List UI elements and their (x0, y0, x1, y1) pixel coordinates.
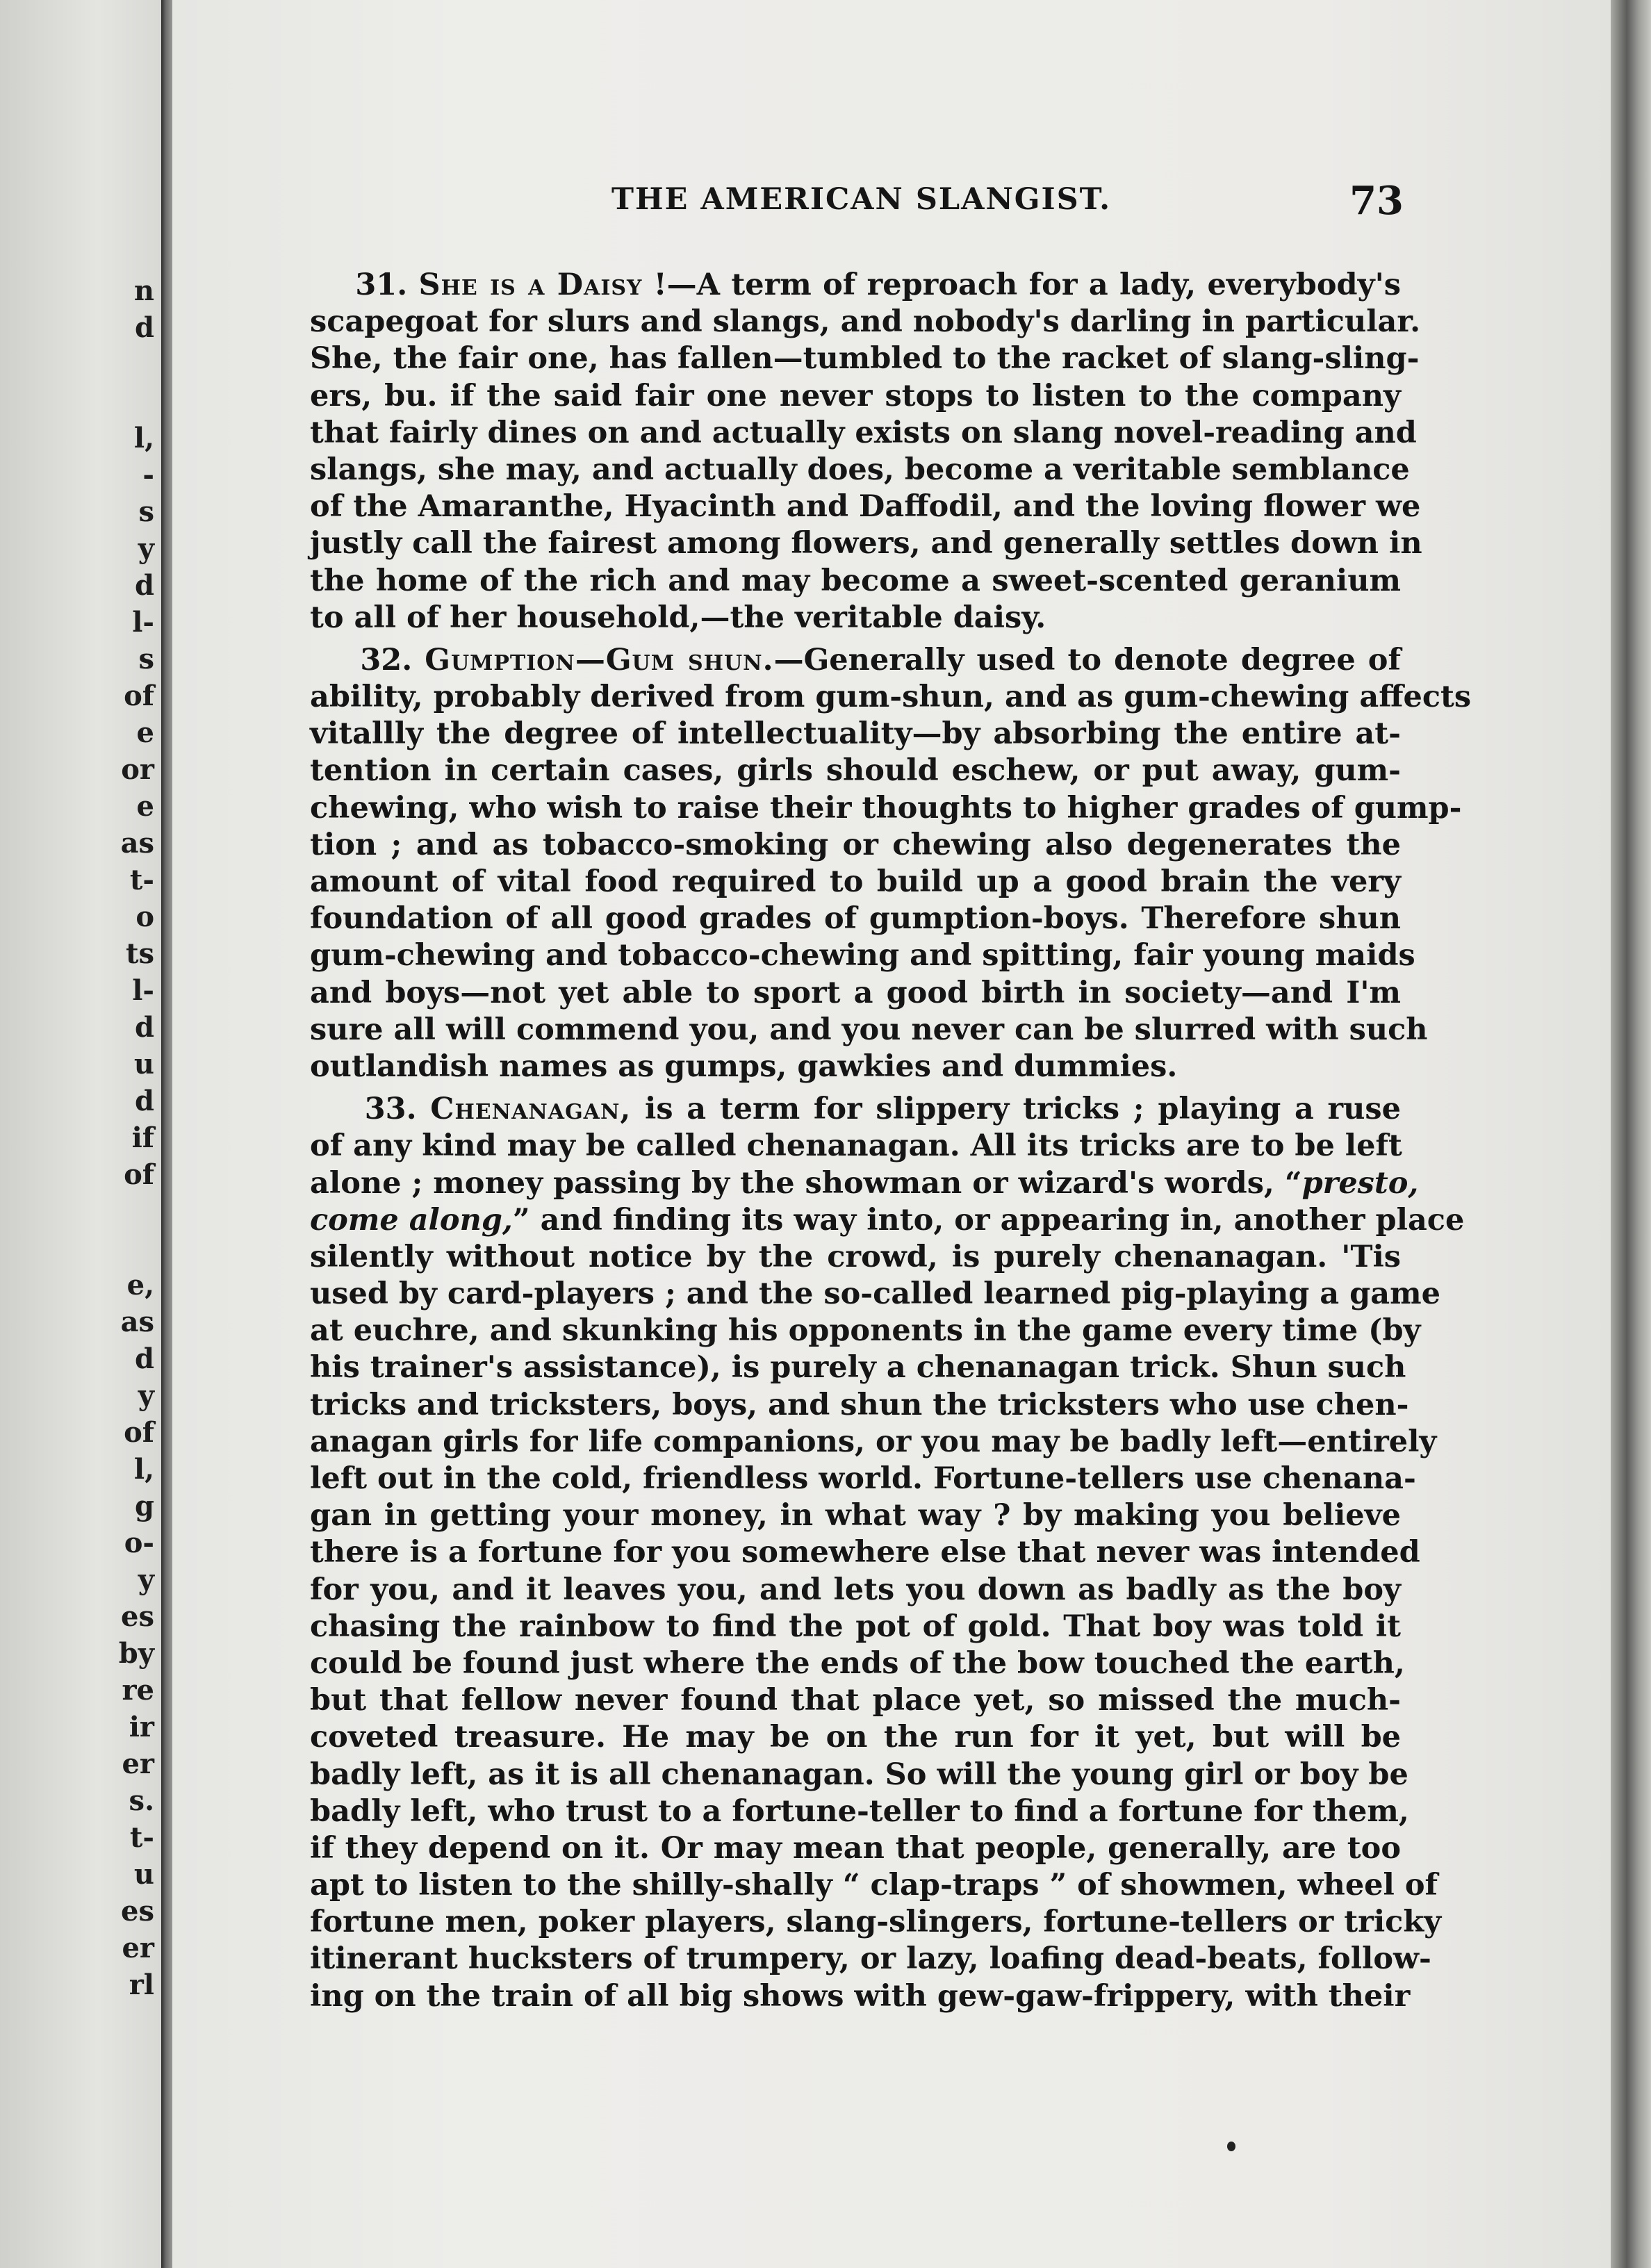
previous-page-fragment-text: ts (126, 937, 154, 970)
previous-page-fragment-text: s (138, 643, 154, 675)
previous-page-fragment-text: e (136, 716, 154, 749)
previous-page-fragment-text: l- (132, 606, 154, 639)
previous-page-fragment-text: d (135, 1085, 154, 1117)
entry-text: and finding its way into, or appearing in, another place (540, 1202, 1465, 1238)
entry-line: badly left, as it is all chenanagan. So will the young girl or boy be (310, 1757, 1408, 1792)
entry-line: ers, bu. if the said fair one never stops to listen to the company (310, 378, 1401, 413)
previous-page-fragment-text: g (135, 1490, 154, 1522)
previous-page-fragment-text: y (138, 1563, 154, 1596)
entry-line (310, 642, 1401, 679)
entry-line: sure all will commend you, and you never can be slurred with such (310, 1012, 1428, 1047)
entry-line: coveted treasure. He may be on the run for it yet, but will be (310, 1720, 1401, 1755)
entry-line: used by card-players ; and the so-called learned pig-playing a game (310, 1276, 1440, 1312)
entry-line: gum-chewing and tobacco-chewing and spitting, fair young maids (310, 938, 1415, 973)
previous-page-fragment-text: d (135, 569, 154, 602)
entry-line: tion ; and as tobacco-smoking or chewing also degenerates the (310, 827, 1401, 862)
previous-page-fragment-text: l- (132, 974, 154, 1007)
previous-page-fragment (0, 0, 161, 2268)
previous-page-fragment-text: d (135, 311, 154, 344)
entry-line: ing on the train of all big shows with gew-gaw-frippery, with their (310, 1978, 1411, 2014)
entry-line: gan in getting your money, in what way ? by making you believe (310, 1498, 1401, 1534)
entry-line: badly left, who trust to a fortune-teller to find a fortune for them, (310, 1793, 1409, 1829)
entry-line: and boys—not yet able to sport a good birth in society—and I'm (310, 975, 1401, 1010)
page-body (310, 267, 1472, 2015)
previous-page-fragment-text: of (124, 680, 154, 712)
entry-line (310, 1165, 1419, 1202)
entry-33 (310, 1091, 1465, 2015)
entry-line: that fairly dines on and actually exists on slang novel-reading and (310, 415, 1417, 450)
entry-line (310, 1202, 1465, 1239)
previous-page-fragment-text: re (122, 1674, 154, 1707)
entry-number: 32. (360, 642, 413, 677)
italic-quote: come along, (310, 1202, 513, 1238)
entry-line: to all of her household,—the veritable daisy. (310, 600, 1046, 635)
entry-text: alone ; money passing by the showman or wizard's words, “ (310, 1165, 1302, 1201)
previous-page-fragment-text: s (138, 495, 154, 528)
previous-page-fragment-text: - (142, 459, 154, 491)
previous-page-fragment-text: as (120, 1306, 154, 1338)
entry-line (310, 267, 1401, 304)
entry-line: scapegoat for slurs and slangs, and nobody's darling in particular. (310, 304, 1421, 340)
entry-line: slangs, she may, and actually does, become a veritable semblance (310, 452, 1410, 487)
entry-line: chasing the rainbow to find the pot of gold. That boy was told it (310, 1609, 1401, 1644)
entry-line: his trainer's assistance), is purely a chenanagan trick. Shun such (310, 1350, 1406, 1386)
entry-term: Chenanagan, (430, 1092, 632, 1127)
entry-line: vitallly the degree of intellectuality—by absorbing the entire at- (310, 716, 1401, 752)
previous-page-fragment-text (99, 383, 154, 420)
page-edge (1611, 0, 1651, 2268)
entry-line: outlandish names as gumps, gawkies and dummies. (310, 1049, 1178, 1084)
previous-page-fragment-text: l, (133, 1453, 154, 1486)
previous-page-fragment-text: e, (126, 1269, 154, 1301)
previous-page-fragment-text (99, 1193, 154, 1230)
entry-line: for you, and it leaves you, and lets you down as badly as the boy (310, 1572, 1401, 1607)
entry-line: justly call the fairest among flowers, and generally settles down in (310, 526, 1422, 561)
entry-line: of any kind may be called chenanagan. All its tricks are to be left (310, 1128, 1402, 1164)
previous-page-fragment-text: er (122, 1932, 154, 1964)
previous-page-fragment-text: u (133, 1858, 154, 1891)
entry-term: Gumption—Gum shun. (425, 642, 774, 677)
entry-line: tention in certain cases, girls should eschew, or put away, gum- (310, 753, 1401, 789)
entry-line: foundation of all good grades of gumption-boys. Therefore shun (310, 901, 1401, 937)
previous-page-fragment-text: d (135, 1011, 154, 1044)
previous-page-fragment-text: or (121, 753, 154, 786)
entry-number: 33. (364, 1092, 417, 1127)
entry-line: left out in the cold, friendless world. Fortune-tellers use chenana- (310, 1461, 1416, 1496)
previous-page-fragment-text: if (131, 1121, 154, 1154)
entry-line: amount of vital food required to build up a good brain the very (310, 864, 1401, 899)
entry-text: is a term for slippery tricks ; playing a ruse (645, 1092, 1401, 1127)
running-title: THE AMERICAN SLANGIST. (611, 182, 1112, 217)
previous-page-fragment-text: es (121, 1895, 154, 1928)
previous-page-fragment-text: by (118, 1637, 154, 1670)
entry-term: She is a Daisy (418, 268, 643, 302)
previous-page-fragment-text: y (138, 1379, 154, 1412)
entry-line: of the Amaranthe, Hyacinth and Daffodil, and the loving flower we (310, 489, 1421, 525)
entry-line: could be found just where the ends of the bow touched the earth, (310, 1645, 1405, 1681)
entry-number: 31. (355, 268, 408, 302)
page-number: 73 (1349, 178, 1404, 224)
previous-page-fragment-text (99, 346, 154, 383)
entry-line: if they depend on it. Or may mean that people, generally, are too (310, 1830, 1401, 1866)
previous-page-fragment-text: y (138, 532, 154, 565)
page-header (611, 178, 1404, 231)
previous-page-fragment-text: t- (129, 864, 154, 896)
entry-text: !—A term of reproach for a lady, everybody's (653, 268, 1401, 302)
entry-line: She, the fair one, has fallen—tumbled to the racket of slang-sling- (310, 341, 1420, 377)
previous-page-fragment-text: l, (133, 422, 154, 454)
previous-page-fragment-text: ir (129, 1711, 154, 1743)
entry-line: silently without notice by the crowd, is purely chenanagan. 'Tis (310, 1239, 1401, 1274)
previous-page-fragment-text: u (133, 1048, 154, 1080)
entry-line: anagan girls for life companions, or you may be badly left—entirely (310, 1424, 1437, 1459)
entry-line: apt to listen to the shilly-shally “ clap-traps ” of showmen, wheel of (310, 1868, 1438, 1903)
previous-page-line-endings (99, 272, 154, 2003)
previous-page-fragment-text: s. (129, 1784, 154, 1817)
entry-line: there is a fortune for you somewhere else that never was intended (310, 1535, 1420, 1570)
entry-line: tricks and tricksters, boys, and shun the tricksters who use chen- (310, 1387, 1409, 1422)
previous-page-fragment-text: of (124, 1158, 154, 1191)
entry-32 (310, 642, 1472, 1085)
previous-page-fragment-text: er (122, 1748, 154, 1780)
previous-page-fragment-text: as (120, 827, 154, 860)
entry-line: but that fellow never found that place yet, so missed the much- (310, 1683, 1401, 1718)
quote-close: ” (512, 1202, 530, 1238)
previous-page-fragment-text: of (124, 1416, 154, 1449)
previous-page-fragment-text: o (135, 901, 154, 933)
previous-page-fragment-text: es (121, 1600, 154, 1633)
entry-line: itinerant hucksters of trumpery, or lazy, loafing dead-beats, follow- (310, 1941, 1431, 1977)
previous-page-fragment-text: o- (124, 1527, 154, 1559)
entry-line: chewing, who wish to raise their thoughts to higher grades of gump- (310, 790, 1462, 825)
previous-page-fragment-text: n (133, 274, 154, 307)
italic-quote: presto, (1301, 1165, 1419, 1201)
entry-line: at euchre, and skunking his opponents in the game every time (by (310, 1313, 1421, 1349)
ink-speck (1227, 2142, 1235, 2151)
entry-line: ability, probably derived from gum-shun, and as gum-chewing affects (310, 680, 1472, 715)
previous-page-fragment-text: rl (129, 1969, 154, 2001)
previous-page-fragment-text: d (135, 1342, 154, 1375)
book-gutter (161, 0, 172, 2268)
previous-page-fragment-text: t- (129, 1821, 154, 1854)
previous-page-fragment-text: e (136, 790, 154, 823)
entry-line (310, 1091, 1401, 1128)
entry-line: fortune men, poker players, slang-slingers, fortune-tellers or tricky (310, 1905, 1442, 1940)
entry-text: —Generally used to denote degree of (773, 642, 1401, 677)
entry-31 (310, 267, 1422, 636)
previous-page-fragment-text (99, 1230, 154, 1267)
entry-line: the home of the rich and may become a sweet-scented geranium (310, 563, 1401, 598)
